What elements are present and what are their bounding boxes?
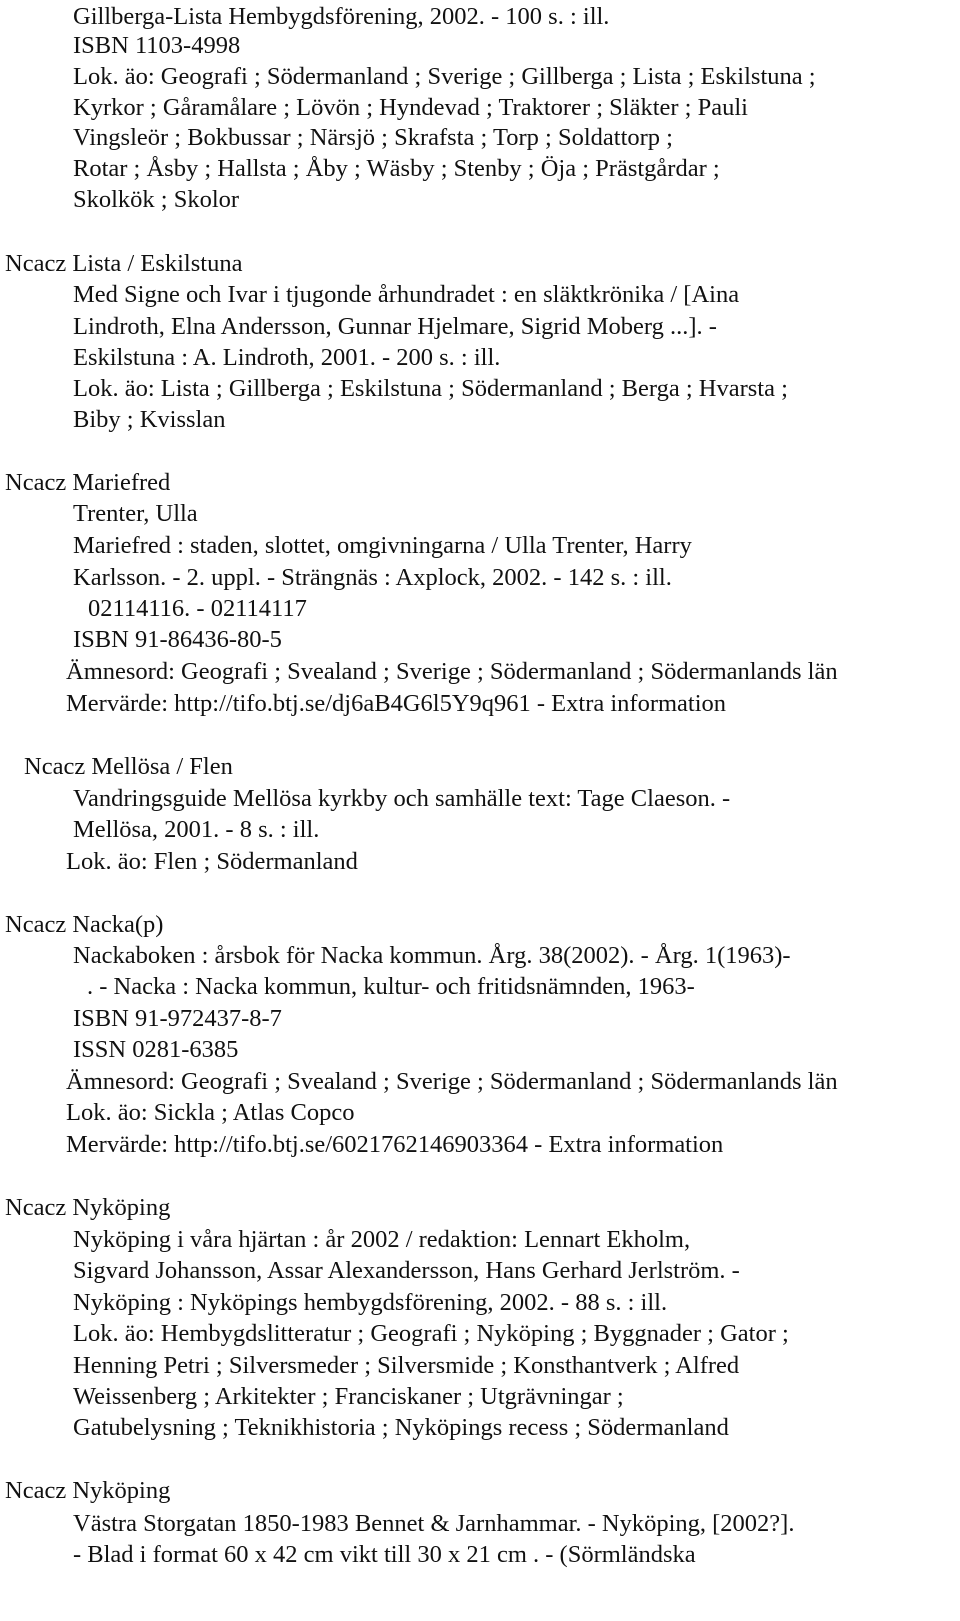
text-line: Gatubelysning ; Teknikhistoria ; Nyköpings recess ; Södermanland — [73, 1414, 729, 1441]
section-heading: Ncacz Nacka(p) — [5, 911, 164, 938]
text-line: Lok. äo: Flen ; Södermanland — [66, 848, 358, 875]
text-line: Biby ; Kvisslan — [73, 406, 226, 433]
text-line: Trenter, Ulla — [73, 500, 198, 527]
text-line: Eskilstuna : A. Lindroth, 2001. - 200 s. : ill. — [73, 344, 501, 371]
text-line: ISBN 1103-4998 — [73, 32, 241, 59]
text-line: Kyrkor ; Gåramålare ; Lövön ; Hyndevad ; Traktorer ; Släkter ; Pauli — [73, 94, 748, 121]
text-line: . - Nacka : Nacka kommun, kultur- och fritidsnämnden, 1963- — [87, 973, 695, 1000]
text-line: Västra Storgatan 1850-1983 Bennet & Jarnhammar. - Nyköping, [2002?]. — [73, 1510, 795, 1537]
text-line: ISBN 91-86436-80-5 — [73, 626, 282, 653]
text-line: Sigvard Johansson, Assar Alexandersson, Hans Gerhard Jerlström. - — [73, 1257, 740, 1284]
text-line: Henning Petri ; Silversmeder ; Silversmide ; Konsthantverk ; Alfred — [73, 1352, 740, 1379]
text-line: Med Signe och Ivar i tjugonde århundradet : en släktkrönika / [Aina — [73, 281, 740, 308]
section-heading: Ncacz Nyköping — [5, 1194, 171, 1221]
text-line: Rotar ; Åsby ; Hallsta ; Åby ; Wäsby ; Stenby ; Öja ; Prästgårdar ; — [73, 155, 720, 182]
section-heading: Ncacz Nyköping — [5, 1477, 171, 1504]
text-line: Mervärde: http://tifo.btj.se/6021762146903364 - Extra information — [66, 1131, 724, 1158]
text-line: Vandringsguide Mellösa kyrkby och samhälle text: Tage Claeson. - — [73, 785, 731, 812]
subject-terms-line: Ämnesord: Geografi ; Svealand ; Sverige ; Södermanland ; Södermanlands län — [66, 658, 838, 685]
text-line: Lindroth, Elna Andersson, Gunnar Hjelmare, Sigrid Moberg ...]. - — [73, 313, 717, 340]
text-line: Karlsson. - 2. uppl. - Strängnäs : Axplock, 2002. - 142 s. : ill. — [73, 564, 672, 591]
text-line: 02114116. - 02114117 — [88, 595, 307, 622]
text-line: Mariefred : staden, slottet, omgivningarna / Ulla Trenter, Harry — [73, 532, 692, 559]
text-line: ISSN 0281-6385 — [73, 1036, 239, 1063]
text-line: Lok. äo: Sickla ; Atlas Copco — [66, 1099, 355, 1126]
text-line: Mellösa, 2001. - 8 s. : ill. — [73, 816, 320, 843]
text-line: Skolkök ; Skolor — [73, 186, 240, 213]
text-line: Vingsleör ; Bokbussar ; Närsjö ; Skrafsta ; Torp ; Soldattorp ; — [73, 124, 673, 151]
section-heading: Ncacz Mariefred — [5, 469, 171, 496]
section-heading: Ncacz Lista / Eskilstuna — [5, 250, 243, 277]
subject-terms-line: Ämnesord: Geografi ; Svealand ; Sverige ; Södermanland ; Södermanlands län — [66, 1068, 838, 1095]
text-line: Nyköping i våra hjärtan : år 2002 / redaktion: Lennart Ekholm, — [73, 1226, 691, 1253]
text-line: - Blad i format 60 x 42 cm vikt till 30 x 21 cm . - (Sörmländska — [73, 1541, 696, 1568]
text-line: ISBN 91-972437-8-7 — [73, 1005, 282, 1032]
section-heading: Ncacz Mellösa / Flen — [24, 753, 233, 780]
text-line: Nackaboken : årsbok för Nacka kommun. Årg. 38(2002). - Årg. 1(1963)- — [73, 942, 791, 969]
text-line: Lok. äo: Geografi ; Södermanland ; Sverige ; Gillberga ; Lista ; Eskilstuna ; — [73, 63, 816, 90]
text-line: Lok. äo: Lista ; Gillberga ; Eskilstuna ; Södermanland ; Berga ; Hvarsta ; — [73, 375, 788, 402]
text-line: Lok. äo: Hembygdslitteratur ; Geografi ; Nyköping ; Byggnader ; Gator ; — [73, 1320, 789, 1347]
text-line: Mervärde: http://tifo.btj.se/dj6aB4G6l5Y9q961 - Extra information — [66, 690, 727, 717]
text-line: Weissenberg ; Arkitekter ; Franciskaner ; Utgrävningar ; — [73, 1383, 624, 1410]
text-line: Gillberga-Lista Hembygdsförening, 2002. - 100 s. : ill. — [73, 3, 610, 30]
text-line: Nyköping : Nyköpings hembygdsförening, 2002. - 88 s. : ill. — [73, 1289, 668, 1316]
